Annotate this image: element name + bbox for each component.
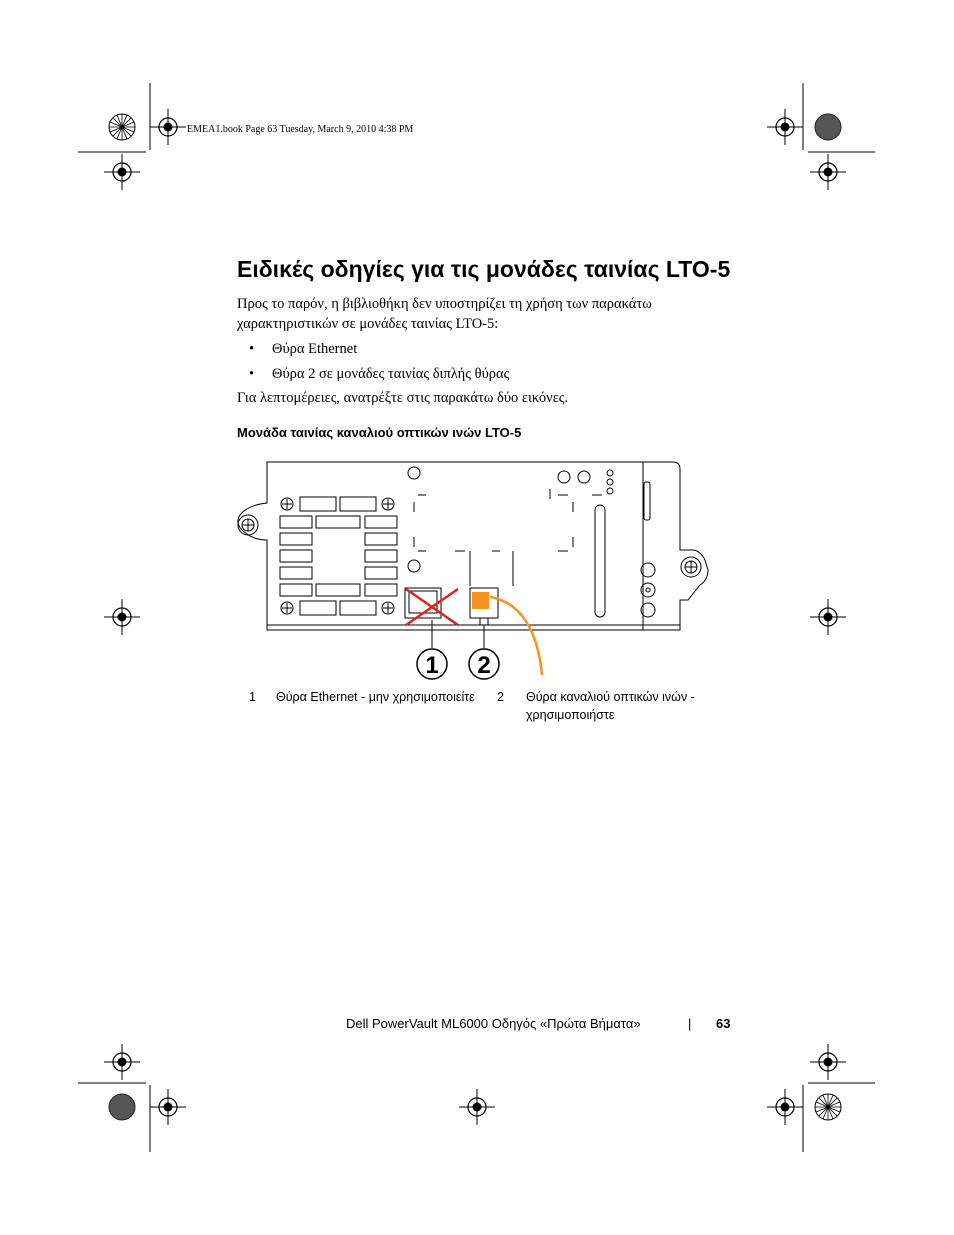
registration-mark	[150, 1089, 186, 1125]
callout-2-label: 2	[477, 652, 491, 679]
bullet-item: Θύρα 2 σε μονάδες ταινίας διπλής θύρας	[272, 366, 510, 382]
footer-book-title: Dell PowerVault ML6000 Οδηγός «Πρώτα Βήματα»	[346, 1016, 641, 1031]
legend-number: 2	[497, 690, 504, 704]
legend-number: 1	[249, 690, 256, 704]
details-text: Για λεπτομέρειες, ανατρέξτε στις παρακάτω δύο εικόνες.	[237, 390, 569, 406]
figure-caption: Μονάδα ταινίας καναλιού οπτικών ινών LTO-5	[237, 425, 522, 440]
intro-line-2: χαρακτηριστικών σε μονάδες ταινίας LTO-5:	[237, 316, 499, 332]
intro-line-1: Προς το παρόν, η βιβλιοθήκη δεν υποστηρίζει τη χρήση των παρακάτω	[237, 296, 652, 312]
registration-mark	[150, 109, 186, 145]
registration-mark	[459, 1089, 495, 1125]
registration-dark-mark	[109, 1094, 135, 1120]
legend-text-line-1: Θύρα καναλιού οπτικών ινών -	[526, 690, 695, 704]
footer-separator: |	[688, 1016, 692, 1031]
fibre-port-highlight	[472, 592, 489, 609]
registration-star-mark	[109, 114, 135, 140]
registration-mark	[810, 599, 846, 635]
bullet-item: Θύρα Ethernet	[272, 341, 358, 357]
legend-text: Θύρα Ethernet - μην χρησιμοποιείτε	[276, 690, 475, 704]
legend-text-line-2: χρησιμοποιήστε	[526, 708, 615, 722]
bullet-marker: •	[249, 341, 255, 357]
registration-mark	[810, 154, 846, 190]
registration-mark	[104, 599, 140, 635]
print-header: EMEA1.book Page 63 Tuesday, March 9, 2010 4:38 PM	[187, 124, 414, 135]
tape-drive-illustration	[230, 455, 720, 690]
bullet-marker: •	[249, 366, 255, 382]
callout-1-label: 1	[425, 652, 439, 679]
page-number: 63	[716, 1016, 731, 1031]
registration-star-mark	[815, 1094, 841, 1120]
registration-mark	[767, 109, 803, 145]
ethernet-port-cross-icon	[406, 589, 458, 625]
registration-dark-mark	[815, 114, 841, 140]
registration-mark	[104, 1044, 140, 1080]
registration-mark	[104, 154, 140, 190]
section-title: Ειδικές οδηγίες για τις μονάδες ταινίας LTO-5	[237, 256, 731, 282]
registration-mark	[767, 1089, 803, 1125]
registration-mark	[810, 1044, 846, 1080]
